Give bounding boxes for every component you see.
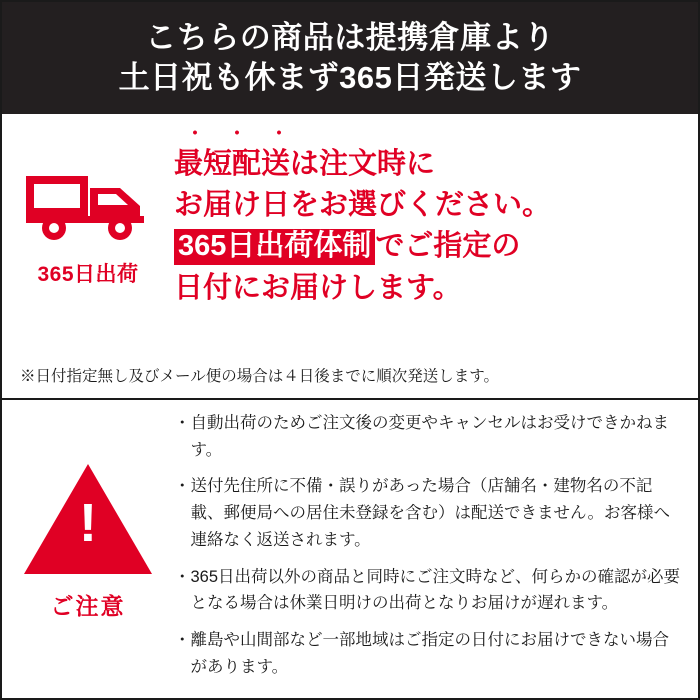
list-item-text: 離島や山間部など一部地域はご指定の日付にお届けできない場合があります。 [190,631,669,676]
shipping-line-3 [174,226,684,267]
list-item [174,473,682,553]
truck-column [2,124,174,288]
caution-label: ご注意 [50,593,126,619]
list-item-text: 送付先住所に不備・誤りがあった場合（店舗名・建物名の不記載、郵便局への居住未登録を含む）は配送できません。お客様へ連絡なく返送されます。 [190,477,670,549]
list-item [174,564,682,617]
shipping-schedule-body [2,114,698,363]
shipping-highlight: 365日出荷体制 [174,229,375,265]
caution-section [2,400,698,698]
shipping-note: ※日付指定無し及びメール便の場合は４日後までに順次発送します。 [20,368,499,386]
shipping-line-1: 最短配送は注文時に [174,148,436,180]
caution-icon-column [2,406,174,698]
shipping-schedule-section [2,114,698,400]
shipping-line-4: 日付にお届けします。 [174,271,462,304]
header-line-1: こちらの商品は提携倉庫より [145,20,555,56]
banner-header [2,2,698,114]
shipping-line-3-rest: でご指定の [375,230,521,263]
warning-triangle-icon [24,464,152,574]
delivery-truck-icon [24,166,152,246]
shipping-schedule-text [174,121,698,309]
list-bullet: ・ [174,631,191,650]
truck-label: 365日出荷 [37,263,139,286]
list-item [174,627,682,680]
list-bullet: ・ [174,567,191,586]
shipping-line-2: お届け日をお選びください。 [174,189,552,222]
header-line-2: 土日祝も休まず365日発送します [118,60,582,95]
list-item-text: 自動出荷のためご注文後の変更やキャンセルはお受けできかねます。 [190,414,669,459]
list-bullet: ・ [174,477,191,496]
list-bullet: ・ [174,414,191,432]
caution-list [174,406,698,698]
list-item [174,410,682,463]
exclamation-mark: ! [79,493,97,553]
emphasis-dots: ・・・ [184,121,311,146]
list-item-text: 365日出荷以外の商品と同時にご注文時など、何らかの確認が必要となる場合は休業日明けの出荷となりお届けが遅れます。 [190,567,681,613]
